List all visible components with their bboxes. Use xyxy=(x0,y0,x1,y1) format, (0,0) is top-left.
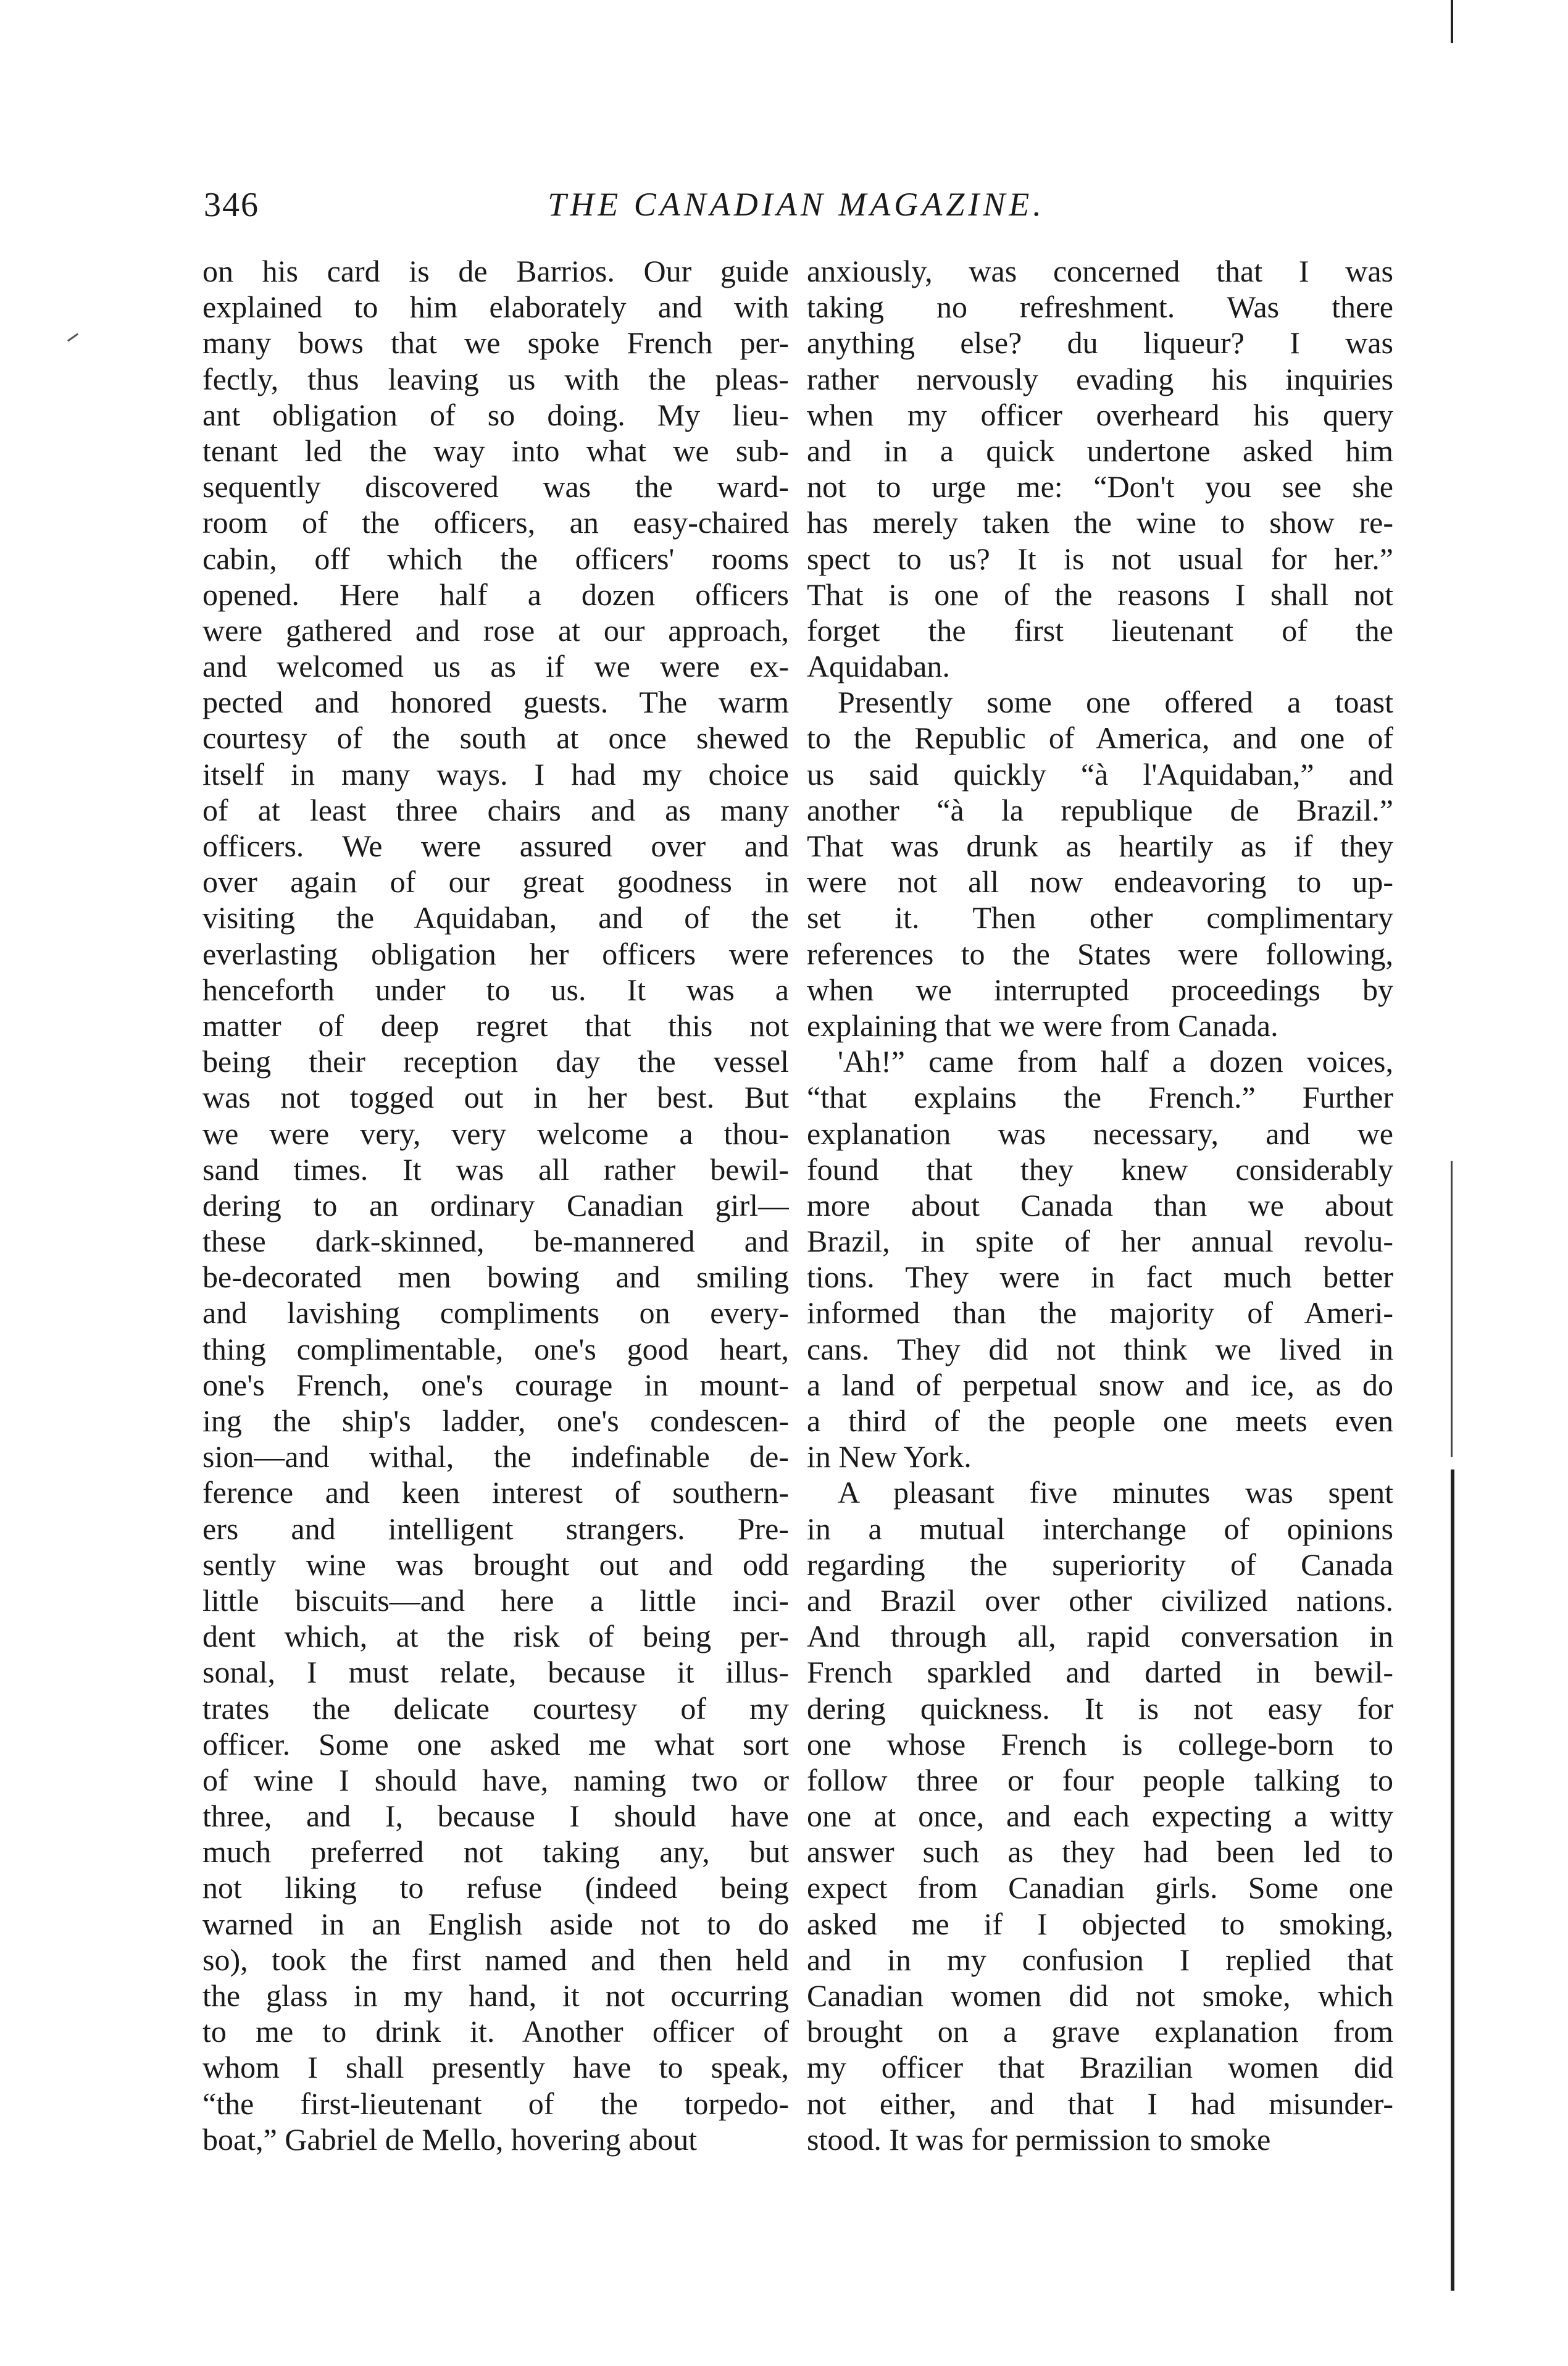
text-line: were not all now endeavoring to up- xyxy=(807,864,1393,900)
text-line: of wine I should have, naming two or xyxy=(202,1762,789,1797)
text-line: and lavishing compliments on every- xyxy=(202,1295,789,1331)
text-line: in a mutual interchange of opinions xyxy=(807,1511,1393,1546)
text-line: itself in many ways. I had my choice xyxy=(202,756,789,792)
text-line: over again of our great goodness in xyxy=(202,864,789,900)
text-line: sently wine was brought out and odd xyxy=(202,1547,789,1582)
text-line: Presently some one offered a toast xyxy=(838,685,1393,720)
text-line: pected and honored guests. The warm xyxy=(202,685,789,720)
left-text-column xyxy=(202,253,789,2173)
text-line: answer such as they had been led to xyxy=(807,1834,1393,1870)
text-line: officer. Some one asked me what sort xyxy=(202,1726,789,1762)
text-line: to the Republic of America, and one of xyxy=(807,721,1393,756)
text-line: officers. We were assured over and xyxy=(202,829,789,863)
text-line: anything else? du liqueur? I was xyxy=(807,325,1393,361)
text-line: sand times. It was all rather bewil- xyxy=(202,1152,789,1187)
text-line: anxiously, was concerned that I was xyxy=(807,254,1393,288)
text-line: brought on a grave explanation from xyxy=(807,2014,1393,2049)
text-line: 'Ah!” came from half a dozen voices, xyxy=(838,1044,1393,1079)
text-line: not to urge me: “Don't you see she xyxy=(807,469,1393,504)
text-line: ers and intelligent strangers. Pre- xyxy=(202,1511,789,1546)
text-line: so), took the first named and then held xyxy=(202,1942,789,1977)
text-line: taking no refreshment. Was there xyxy=(807,290,1393,325)
text-line: fectly, thus leaving us with the pleas- xyxy=(202,361,789,396)
text-line: one at once, and each expecting a witty xyxy=(807,1799,1393,1834)
text-line: explaining that we were from Canada. xyxy=(807,1008,1278,1043)
text-line: trates the delicate courtesy of my xyxy=(202,1691,789,1726)
text-line: stood. It was for permission to smoke xyxy=(807,2121,1271,2157)
text-line: forget the first lieutenant of the xyxy=(807,612,1393,648)
text-line: room of the officers, an easy-chaired xyxy=(202,505,789,540)
text-line: little biscuits—and here a little inci- xyxy=(202,1582,789,1618)
text-line: set it. Then other complimentary xyxy=(807,900,1393,935)
text-line: ant obligation of so doing. My lieu- xyxy=(202,397,789,432)
text-line: and Brazil over other civilized nations. xyxy=(807,1582,1393,1618)
text-line: And through all, rapid conversation in xyxy=(807,1619,1393,1654)
text-line: informed than the majority of Ameri- xyxy=(807,1295,1393,1331)
text-line: Aquidaban. xyxy=(807,649,950,684)
text-line: sonal, I must relate, because it illus- xyxy=(202,1655,789,1690)
text-line: Canadian women did not smoke, which xyxy=(807,1978,1393,2013)
text-line: found that they knew considerably xyxy=(807,1152,1393,1187)
margin-rule-mark xyxy=(1451,0,1453,43)
text-line: and in a quick undertone asked him xyxy=(807,433,1393,468)
text-line: boat,” Gabriel de Mello, hovering about xyxy=(202,2121,698,2157)
text-line: “the first-lieutenant of the torpedo- xyxy=(202,2086,789,2121)
text-line: and in my confusion I replied that xyxy=(807,1942,1393,1977)
text-line: That was drunk as heartily as if they xyxy=(807,829,1393,863)
text-line: one's French, one's courage in mount- xyxy=(202,1367,789,1402)
text-line: more about Canada than we about xyxy=(807,1187,1393,1223)
text-line: everlasting obligation her officers were xyxy=(202,936,789,971)
page-header xyxy=(204,185,1389,235)
text-line: to me to drink it. Another officer of xyxy=(202,2014,789,2049)
running-title: THE CANADIAN MAGAZINE. xyxy=(548,186,1045,223)
text-line: cabin, off which the officers' rooms xyxy=(202,541,789,576)
margin-rule-mark xyxy=(1451,1161,1453,1457)
text-line: “that explains the French.” Further xyxy=(807,1080,1393,1115)
text-line: many bows that we spoke French per- xyxy=(202,325,789,361)
text-line: rather nervously evading his inquiries xyxy=(807,361,1393,396)
right-text-column xyxy=(807,253,1393,2173)
text-line: visiting the Aquidaban, and of the xyxy=(202,900,789,935)
text-line: on his card is de Barrios. Our guide xyxy=(202,254,789,288)
text-line: A pleasant five minutes was spent xyxy=(838,1475,1393,1510)
text-line: Brazil, in spite of her annual revolu- xyxy=(807,1224,1393,1259)
text-line: much preferred not taking any, but xyxy=(202,1834,789,1870)
text-line: my officer that Brazilian women did xyxy=(807,2050,1393,2085)
text-line: ference and keen interest of southern- xyxy=(202,1475,789,1510)
text-line: us said quickly “à l'Aquidaban,” and xyxy=(807,756,1393,792)
text-line: one whose French is college-born to xyxy=(807,1726,1393,1762)
text-line: explanation was necessary, and we xyxy=(807,1116,1393,1151)
text-line: when my officer overheard his query xyxy=(807,397,1393,432)
text-line: whom I shall presently have to speak, xyxy=(202,2050,789,2085)
text-line: opened. Here half a dozen officers xyxy=(202,577,789,612)
text-line: when we interrupted proceedings by xyxy=(807,972,1393,1007)
text-line: spect to us? It is not usual for her.” xyxy=(807,541,1393,576)
text-line: dering to an ordinary Canadian girl— xyxy=(202,1187,789,1223)
text-line: has merely taken the wine to show re- xyxy=(807,505,1393,540)
text-line: courtesy of the south at once shewed xyxy=(202,721,789,756)
stray-pen-mark xyxy=(67,333,78,342)
margin-rule-mark xyxy=(1451,1469,1454,2291)
text-line: dering quickness. It is not easy for xyxy=(807,1691,1393,1726)
text-line: French sparkled and darted in bewil- xyxy=(807,1655,1393,1690)
text-line: follow three or four people talking to xyxy=(807,1762,1393,1797)
text-line: in New York. xyxy=(807,1439,972,1474)
text-line: references to the States were following, xyxy=(807,936,1393,971)
text-line: being their reception day the vessel xyxy=(202,1044,789,1079)
text-line: warned in an English aside not to do xyxy=(202,1906,789,1941)
text-line: henceforth under to us. It was a xyxy=(202,972,789,1007)
text-line: not liking to refuse (indeed being xyxy=(202,1870,789,1905)
text-line: That is one of the reasons I shall not xyxy=(807,577,1393,612)
text-line: ing the ship's ladder, one's condescen- xyxy=(202,1403,789,1438)
text-line: and welcomed us as if we were ex- xyxy=(202,649,789,684)
text-line: tions. They were in fact much better xyxy=(807,1260,1393,1295)
text-line: expect from Canadian girls. Some one xyxy=(807,1870,1393,1905)
text-line: dent which, at the risk of being per- xyxy=(202,1619,789,1654)
text-line: we were very, very welcome a thou- xyxy=(202,1116,789,1151)
text-line: were gathered and rose at our approach, xyxy=(202,612,789,648)
text-line: sequently discovered was the ward- xyxy=(202,469,789,504)
text-line: of at least three chairs and as many xyxy=(202,792,789,827)
text-line: be-decorated men bowing and smiling xyxy=(202,1260,789,1295)
text-line: sion—and withal, the indefinable de- xyxy=(202,1439,789,1474)
text-line: tenant led the way into what we sub- xyxy=(202,433,789,468)
text-line: three, and I, because I should have xyxy=(202,1799,789,1834)
text-line: another “à la republique de Brazil.” xyxy=(807,792,1393,827)
text-line: was not togged out in her best. But xyxy=(202,1080,789,1115)
text-line: the glass in my hand, it not occurring xyxy=(202,1978,789,2013)
text-line: cans. They did not think we lived in xyxy=(807,1331,1393,1366)
text-line: matter of deep regret that this not xyxy=(202,1008,789,1043)
text-line: these dark-skinned, be-mannered and xyxy=(202,1224,789,1259)
text-line: a land of perpetual snow and ice, as do xyxy=(807,1367,1393,1402)
text-line: thing complimentable, one's good heart, xyxy=(202,1331,789,1366)
text-line: asked me if I objected to smoking, xyxy=(807,1906,1393,1941)
text-line: not either, and that I had misunder- xyxy=(807,2086,1393,2121)
page-number: 346 xyxy=(204,186,259,224)
text-line: regarding the superiority of Canada xyxy=(807,1547,1393,1582)
text-line: a third of the people one meets even xyxy=(807,1403,1393,1438)
text-line: explained to him elaborately and with xyxy=(202,290,789,325)
